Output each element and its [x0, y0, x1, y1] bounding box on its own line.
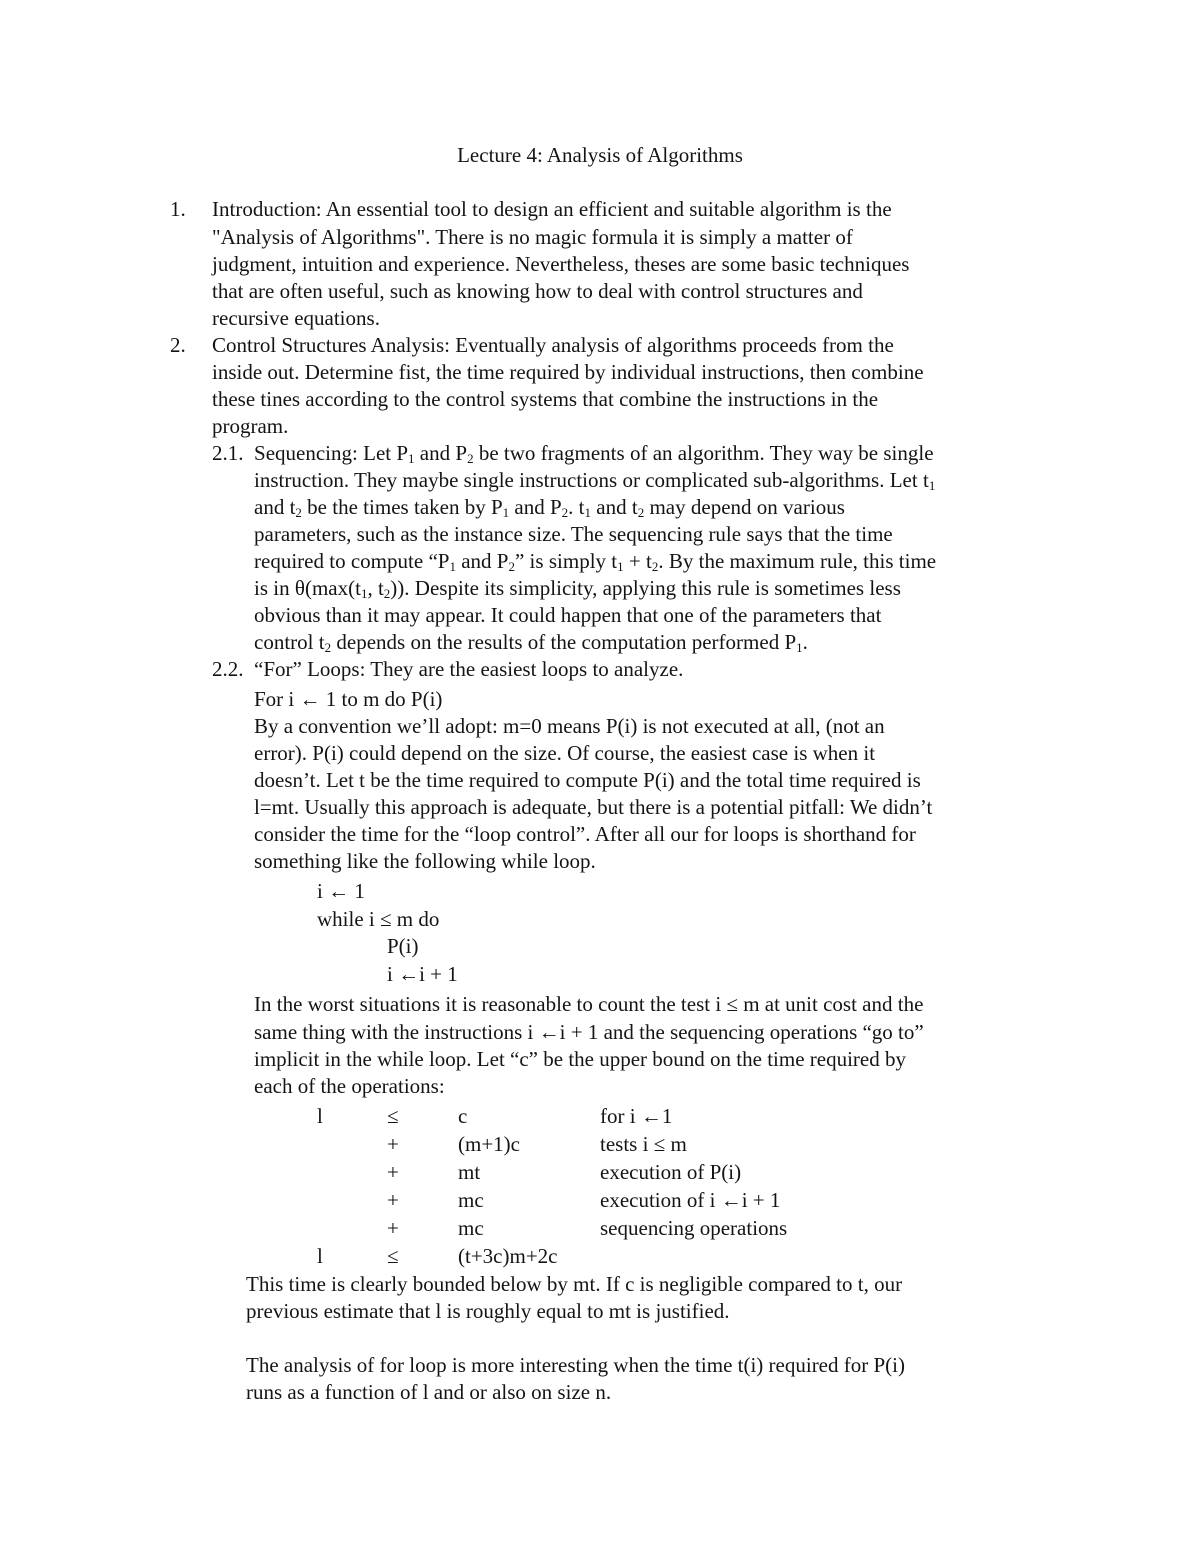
paragraph-line: doesn’t. Let t be the time required to compute P(i) and the total time required is	[254, 768, 921, 792]
table-cell: execution of P(i)	[600, 1160, 742, 1184]
page-title: Lecture 4: Analysis of Algorithms	[457, 143, 743, 167]
table-cell: l	[317, 1104, 323, 1128]
code-line: while i ≤ m do	[317, 907, 440, 931]
paragraph-line: instruction. They maybe single instructions or complicated sub-algorithms. Let $t_1$	[254, 468, 936, 493]
paragraph-line: l=mt. Usually this approach is adequate, but there is a potential pitfall: We didn’t	[254, 795, 933, 819]
section-2-2-heading: “For” Loops: They are the easiest loops to analyze.	[254, 657, 684, 681]
paragraph-line: judgment, intuition and experience. Nevertheless, theses are some basic techniques	[212, 252, 910, 276]
paragraph-line: required to compute “$P_1$ and $P_2$” is simply $t_1 + t_2$. By the maximum rule, this time	[254, 549, 937, 574]
paragraph-line: Sequencing: Let $P_1$ and $P_2$ be two fragments of an algorithm. They way be single	[254, 441, 934, 466]
table-cell: execution of i ←i + 1	[600, 1188, 781, 1212]
table-cell: tests i ≤ m	[600, 1132, 687, 1156]
section-2-number: 2.	[170, 333, 186, 357]
table-cell: (t+3c)m+2c	[458, 1244, 558, 1268]
table-cell: c	[458, 1104, 468, 1128]
paragraph-line: "Analysis of Algorithms". There is no magic formula it is simply a matter of	[212, 225, 853, 249]
paragraph-line: This time is clearly bounded below by mt. If c is negligible compared to t, our	[246, 1272, 903, 1296]
paragraph-line: Control Structures Analysis: Eventually analysis of algorithms proceeds from the	[212, 333, 894, 357]
paragraph-line: recursive equations.	[212, 306, 380, 330]
code-line: i ←i + 1	[387, 962, 458, 986]
paragraph-line: parameters, such as the instance size. The sequencing rule says that the time	[254, 522, 893, 546]
table-cell: l	[317, 1244, 323, 1268]
paragraph-line: same thing with the instructions i ←i + 1 and the sequencing operations “go to”	[254, 1020, 924, 1044]
paragraph-line: Introduction: An essential tool to design an efficient and suitable algorithm is the	[212, 197, 892, 221]
paragraph-line: inside out. Determine fist, the time required by individual instructions, then combine	[212, 360, 924, 384]
code-line: i ← 1	[317, 879, 365, 903]
code-line: For i ← 1 to m do P(i)	[254, 687, 443, 711]
table-cell: mc	[458, 1216, 484, 1240]
paragraph-line: something like the following while loop.	[254, 849, 596, 873]
paragraph-line: previous estimate that l is roughly equal to mt is justified.	[246, 1299, 730, 1323]
paragraph-line: In the worst situations it is reasonable to count the test i ≤ m at unit cost and the	[254, 992, 924, 1016]
table-cell: ≤	[387, 1244, 399, 1268]
paragraph-line: consider the time for the “loop control”. After all our for loops is shorthand for	[254, 822, 916, 846]
paragraph-line: obvious than it may appear. It could happen that one of the parameters that	[254, 603, 882, 627]
table-cell: ≤	[387, 1104, 399, 1128]
paragraph-line: control $t_2$ depends on the results of the computation performed $P_1$.	[254, 630, 808, 655]
table-cell: +	[387, 1188, 399, 1212]
table-cell: sequencing operations	[600, 1216, 788, 1240]
paragraph-line: is in $\theta(\max(t_1$, $t_2$)). Despite its simplicity, applying this rule is sometimes less	[254, 576, 901, 601]
paragraph-line: error). P(i) could depend on the size. Of course, the easiest case is when it	[254, 741, 876, 765]
table-cell: for i ←1	[600, 1104, 673, 1128]
paragraph-line: By a convention we’ll adopt: m=0 means P(i) is not executed at all, (not an	[254, 714, 885, 738]
table-cell: +	[387, 1132, 399, 1156]
paragraph-line: program.	[212, 414, 289, 438]
paragraph-line: and $t_2$ be the times taken by $P_1$ and $P_2$. $t_1$ and $t_2$ may depend on various	[254, 495, 845, 520]
paragraph-line: runs as a function of l and or also on size n.	[246, 1380, 612, 1404]
paragraph-line: The analysis of for loop is more interesting when the time t(i) required for P(i)	[246, 1353, 905, 1377]
section-2-1-number: 2.1.	[212, 441, 244, 465]
paragraph-line: each of the operations:	[254, 1074, 445, 1098]
paragraph-line: implicit in the while loop. Let “c” be the upper bound on the time required by	[254, 1047, 906, 1071]
table-cell: (m+1)c	[458, 1132, 520, 1156]
paragraph-line: these tines according to the control systems that combine the instructions in the	[212, 387, 879, 411]
code-line: P(i)	[387, 934, 419, 958]
section-1-number: 1.	[170, 197, 186, 221]
paragraph-line: that are often useful, such as knowing how to deal with control structures and	[212, 279, 863, 303]
table-cell: +	[387, 1160, 399, 1184]
table-cell: mc	[458, 1188, 484, 1212]
table-cell: mt	[458, 1160, 481, 1184]
section-2-2-number: 2.2.	[212, 657, 244, 681]
table-cell: +	[387, 1216, 399, 1240]
